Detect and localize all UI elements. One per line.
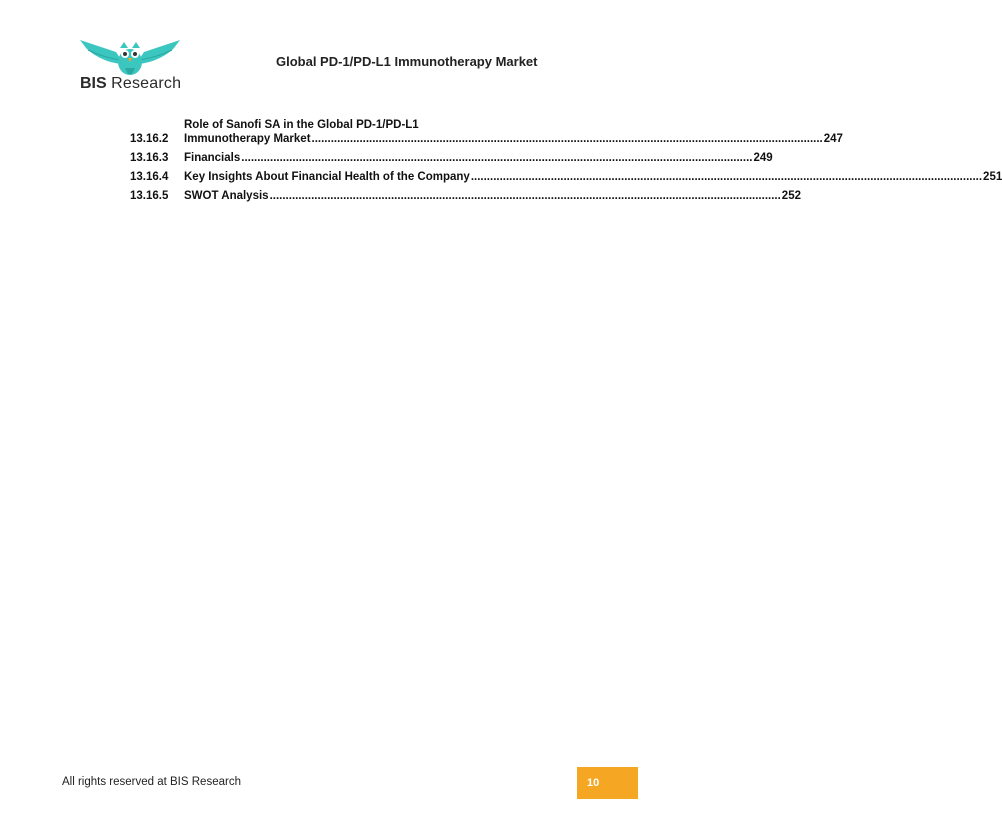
toc-entry-title: Key Insights About Financial Health of the Company xyxy=(184,171,470,183)
footer-copyright: All rights reserved at BIS Research xyxy=(62,776,241,788)
toc-entry-number: 13.16.5 xyxy=(130,190,169,202)
document-header-title: Global PD-1/PD-L1 Immunotherapy Market xyxy=(276,54,538,69)
logo-wordmark xyxy=(80,75,181,93)
toc-leader-dots xyxy=(312,132,823,146)
toc-leader-dots xyxy=(241,151,752,165)
toc-leader-dots xyxy=(471,170,982,184)
toc-entry-page: 252 xyxy=(781,190,801,202)
toc-entry-number: 13.16.4 xyxy=(130,171,169,183)
toc-entry-title-line-2: Immunotherapy Market xyxy=(184,133,311,145)
toc-entry-title: Financials xyxy=(184,152,241,164)
toc-entry-13-16-5[interactable] xyxy=(130,189,801,203)
logo-brand-bold: BIS xyxy=(80,75,107,92)
toc-entry-title: SWOT Analysis xyxy=(184,190,269,202)
toc-entry-13-16-3[interactable] xyxy=(130,151,773,165)
table-of-contents xyxy=(130,118,1002,208)
page-number-badge xyxy=(577,767,638,799)
toc-entry-page: 247 xyxy=(823,133,843,145)
logo-brand-rest: Research xyxy=(111,75,182,92)
page-number: 10 xyxy=(587,777,600,789)
toc-entry-13-16-4[interactable] xyxy=(130,170,1002,184)
owl-logo-icon xyxy=(78,38,182,78)
toc-leader-dots xyxy=(270,189,781,203)
bis-research-logo xyxy=(78,38,182,96)
toc-entry-title-line-1: Role of Sanofi SA in the Global PD-1/PD-L1 xyxy=(184,119,419,131)
toc-entry-13-16-2[interactable] xyxy=(130,118,843,146)
toc-entry-number: 13.16.3 xyxy=(130,152,169,164)
toc-entry-page: 251 xyxy=(983,171,1002,183)
toc-entry-number: 13.16.2 xyxy=(130,133,169,145)
toc-entry-page: 249 xyxy=(753,152,773,164)
